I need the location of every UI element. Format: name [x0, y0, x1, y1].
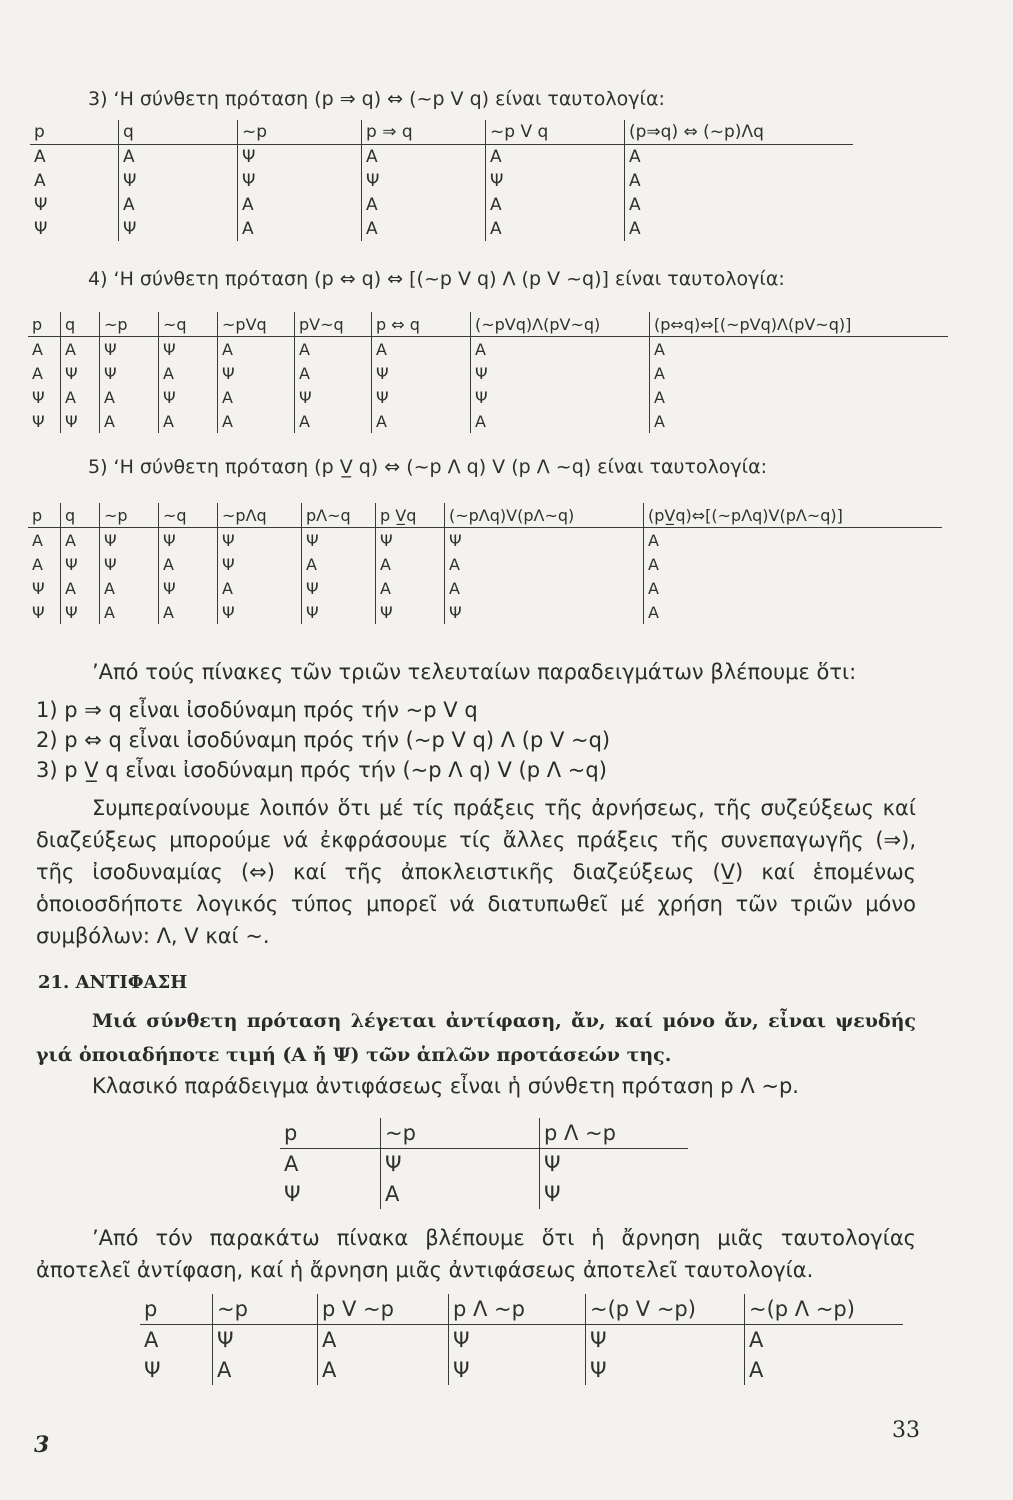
table-row — [30, 145, 853, 170]
contradiction-definition: Μιά σύνθετη πρόταση λέγεται ἀντίφαση, ἄν, καί μόνο ἄν, εἶναι ψευδής γιά ὁποιαδήποτε τιμή (Α ἤ Ψ) τῶν ἁπλῶν προτάσεών της. — [36, 1010, 916, 1066]
column-header: ~p V q — [486, 120, 625, 145]
table-header-row — [28, 503, 942, 528]
truth-value-cell: Α — [218, 337, 295, 362]
truth-value-cell: Α — [445, 552, 644, 576]
column-header: p ⇔ q — [372, 312, 471, 337]
truth-value-cell: Ψ — [284, 1182, 301, 1206]
truth-value-cell: Ψ — [486, 169, 625, 193]
column-header: (p⇔q)⇔[(~pVq)Λ(pV~q)] — [650, 312, 949, 337]
truth-value-cell: Α — [32, 339, 43, 359]
truth-value-cell: Ψ — [218, 528, 302, 553]
column-header: ~q — [159, 312, 218, 337]
truth-value-cell: Α — [61, 528, 100, 553]
truth-value-cell: Α — [32, 363, 43, 383]
truth-value-cell: Α — [159, 361, 218, 385]
footer-signature: 3 — [34, 1432, 50, 1458]
truth-value-cell: Ψ — [540, 1179, 689, 1209]
column-header: q — [61, 503, 100, 528]
truth-value-cell: Α — [218, 409, 295, 433]
column-header: p — [140, 1294, 213, 1325]
truth-value-cell: Α — [295, 409, 372, 433]
truth-value-cell: Α — [644, 576, 943, 600]
truth-value-cell: Α — [625, 193, 854, 217]
truth-value-cell: Ψ — [238, 169, 362, 193]
table-row — [280, 1179, 688, 1209]
truth-value-cell: Α — [318, 1355, 449, 1385]
table-row — [28, 600, 942, 624]
truth-value-cell: Ψ — [302, 528, 376, 553]
truth-value-cell: Α — [218, 576, 302, 600]
column-header: pΛ~q — [302, 503, 376, 528]
column-header: p V̲q — [376, 503, 445, 528]
truth-value-cell: Α — [376, 576, 445, 600]
truth-value-cell: Α — [644, 600, 943, 624]
truth-value-cell: Α — [644, 552, 943, 576]
truth-value-cell: Α — [32, 554, 43, 574]
truth-value-cell: Ψ — [362, 169, 486, 193]
column-header: p — [280, 1118, 381, 1149]
truth-value-cell: Ψ — [100, 361, 159, 385]
column-header: pV~q — [295, 312, 372, 337]
truth-value-cell: Α — [650, 361, 949, 385]
truth-value-cell: Ψ — [100, 552, 159, 576]
truth-value-cell: Α — [650, 409, 949, 433]
table-row — [28, 528, 942, 553]
truth-value-cell: Α — [100, 576, 159, 600]
truth-value-cell: Α — [745, 1355, 904, 1385]
truth-value-cell: Ψ — [159, 385, 218, 409]
table-row — [280, 1149, 688, 1180]
column-header: ~p — [238, 120, 362, 145]
column-header: (~pΛq)V(pΛ~q) — [445, 503, 644, 528]
truth-value-cell: Α — [100, 385, 159, 409]
truth-value-cell: Ψ — [34, 219, 48, 239]
truth-value-cell: Ψ — [445, 528, 644, 553]
truth-value-cell: Α — [318, 1325, 449, 1356]
truth-value-cell: Ψ — [372, 385, 471, 409]
truth-value-cell: Ψ — [218, 361, 295, 385]
column-header: ~p — [100, 312, 159, 337]
table-row — [140, 1355, 903, 1385]
column-header: (~pVq)Λ(pV~q) — [471, 312, 650, 337]
truth-value-cell: Α — [144, 1328, 159, 1352]
table-header-row — [140, 1294, 903, 1325]
column-header: ~pΛq — [218, 503, 302, 528]
table-header-row — [30, 120, 853, 145]
column-header: (pV̲q)⇔[(~pΛq)V(pΛ~q)] — [644, 503, 943, 528]
truth-value-cell: Α — [372, 337, 471, 362]
truth-value-cell: Ψ — [218, 552, 302, 576]
truth-value-cell: Ψ — [159, 576, 218, 600]
column-header: ~p — [213, 1294, 318, 1325]
table-row — [140, 1325, 903, 1356]
page-number: 33 — [892, 1418, 920, 1443]
truth-value-cell: Ψ — [32, 578, 45, 598]
truth-value-cell: Ψ — [100, 337, 159, 362]
column-header: p Λ ~p — [540, 1118, 689, 1149]
truth-value-cell: Ψ — [540, 1149, 689, 1180]
truth-value-cell: Ψ — [213, 1325, 318, 1356]
truth-value-cell: Ψ — [449, 1325, 586, 1356]
truth-value-cell: Ψ — [144, 1358, 161, 1382]
truth-value-cell: Α — [650, 385, 949, 409]
negation-table — [140, 1294, 903, 1385]
truth-value-cell: Α — [372, 409, 471, 433]
truth-value-cell: Α — [362, 217, 486, 241]
section21-title: 21. ΑΝΤΙΦΑΣΗ — [38, 972, 188, 993]
equivalence-3: 3) p V̲ q εἶναι ἰσοδύναμη πρός τήν (~p Λ q) V (p Λ ~q) — [36, 758, 607, 782]
table-header-row — [280, 1118, 688, 1149]
truth-value-cell: Ψ — [100, 528, 159, 553]
truth-value-cell: Α — [445, 576, 644, 600]
truth-value-cell: Α — [486, 193, 625, 217]
truth-value-cell: Ψ — [34, 195, 48, 215]
negation-paragraph: ’Από τόν παρακάτω πίνακα βλέπουμε ὅτι ἡ ἄρνηση μιᾶς ταυτολογίας ἀποτελεῖ ἀντίφαση, καί ἡ ἄρνηση μιᾶς ἀντιφάσεως ἀποτελεῖ ταυτολογία. — [36, 1226, 916, 1282]
truth-value-cell: Α — [218, 385, 295, 409]
truth-value-cell: Ψ — [119, 217, 238, 241]
truth-value-cell: Ψ — [32, 387, 45, 407]
truth-value-cell: Α — [471, 337, 650, 362]
truth-value-cell: Ψ — [381, 1149, 540, 1180]
truth-value-cell: Ψ — [32, 411, 45, 431]
section5-heading: 5) ‘Η σύνθετη πρόταση (p V̲ q) ⇔ (~p Λ q) V (p Λ ~q) είναι ταυτολογία: — [88, 456, 767, 478]
truth-value-cell: Α — [238, 193, 362, 217]
truth-value-cell: Α — [32, 530, 43, 550]
truth-value-cell: Ψ — [586, 1355, 745, 1385]
column-header: q — [61, 312, 100, 337]
truth-value-cell: Ψ — [302, 576, 376, 600]
truth-value-cell: Α — [159, 600, 218, 624]
table-row — [28, 409, 948, 433]
equivalence-1: 1) p ⇒ q εἶναι ἰσοδύναμη πρός τήν ~p V q — [36, 698, 478, 722]
table-row — [28, 337, 948, 362]
truth-value-cell: Α — [34, 147, 46, 167]
truth-value-cell: Ψ — [449, 1355, 586, 1385]
equivalence-2: 2) p ⇔ q εἶναι ἰσοδύναμη πρός τήν (~p V q) Λ (p V ~q) — [36, 728, 611, 752]
table-row — [30, 217, 853, 241]
truth-value-cell: Α — [34, 171, 46, 191]
truth-table-5 — [28, 503, 942, 624]
truth-value-cell: Ψ — [586, 1325, 745, 1356]
truth-value-cell: Α — [745, 1325, 904, 1356]
truth-value-cell: Α — [61, 385, 100, 409]
column-header: q — [119, 120, 238, 145]
truth-value-cell: Α — [376, 552, 445, 576]
truth-value-cell: Ψ — [376, 528, 445, 553]
truth-value-cell: Α — [159, 409, 218, 433]
truth-value-cell: Α — [625, 217, 854, 241]
truth-value-cell: Ψ — [238, 145, 362, 170]
truth-table-3 — [30, 120, 853, 241]
truth-value-cell: Α — [650, 337, 949, 362]
truth-value-cell: Α — [625, 145, 854, 170]
truth-value-cell: Α — [302, 552, 376, 576]
truth-value-cell: Α — [100, 600, 159, 624]
truth-value-cell: Ψ — [32, 602, 45, 622]
column-header: p — [30, 120, 119, 145]
truth-value-cell: Ψ — [159, 528, 218, 553]
truth-value-cell: Α — [159, 552, 218, 576]
table-row — [30, 193, 853, 217]
truth-value-cell: Α — [119, 145, 238, 170]
truth-value-cell: Ψ — [295, 385, 372, 409]
truth-value-cell: Α — [381, 1179, 540, 1209]
truth-value-cell: Ψ — [61, 600, 100, 624]
section4-heading: 4) ‘Η σύνθετη πρόταση (p ⇔ q) ⇔ [(~p V q) Λ (p V ~q)] είναι ταυτολογία: — [88, 268, 785, 290]
column-header: (p⇒q) ⇔ (~p)Λq — [625, 120, 854, 145]
truth-value-cell: Α — [295, 337, 372, 362]
truth-value-cell: Ψ — [376, 600, 445, 624]
truth-value-cell: Α — [284, 1152, 299, 1176]
table-header-row — [28, 312, 948, 337]
column-header: p — [28, 503, 61, 528]
truth-value-cell: Α — [100, 409, 159, 433]
truth-value-cell: Ψ — [61, 409, 100, 433]
column-header: ~q — [159, 503, 218, 528]
truth-value-cell: Ψ — [218, 600, 302, 624]
table-row — [28, 552, 942, 576]
column-header: p V ~p — [318, 1294, 449, 1325]
column-header: ~p — [381, 1118, 540, 1149]
truth-value-cell: Ψ — [471, 385, 650, 409]
truth-value-cell: Α — [362, 193, 486, 217]
truth-value-cell: Α — [61, 337, 100, 362]
intro-text: ’Από τούς πίνακες τῶν τριῶν τελευταίων παραδειγμάτων βλέπουμε ὅτι: — [92, 660, 857, 684]
column-header: p — [28, 312, 61, 337]
table-row — [28, 361, 948, 385]
contradiction-example: Κλασικό παράδειγμα ἀντιφάσεως εἶναι ἡ σύνθετη πρόταση p Λ ~p. — [92, 1074, 799, 1098]
truth-value-cell: Ψ — [61, 361, 100, 385]
truth-value-cell: Α — [471, 409, 650, 433]
truth-value-cell: Ψ — [445, 600, 644, 624]
truth-value-cell: Ψ — [372, 361, 471, 385]
section3-heading: 3) ‘Η σύνθετη πρόταση (p ⇒ q) ⇔ (~p V q) είναι ταυτολογία: — [88, 88, 665, 110]
truth-value-cell: Α — [486, 217, 625, 241]
truth-value-cell: Α — [295, 361, 372, 385]
column-header: ~pVq — [218, 312, 295, 337]
truth-value-cell: Α — [61, 576, 100, 600]
truth-value-cell: Ψ — [471, 361, 650, 385]
column-header: p Λ ~p — [449, 1294, 586, 1325]
truth-value-cell: Α — [119, 193, 238, 217]
truth-value-cell: Α — [644, 528, 943, 553]
column-header: ~(p V ~p) — [586, 1294, 745, 1325]
truth-value-cell: Α — [238, 217, 362, 241]
column-header: ~(p Λ ~p) — [745, 1294, 904, 1325]
truth-value-cell: Ψ — [302, 600, 376, 624]
column-header: ~p — [100, 503, 159, 528]
truth-table-4 — [28, 312, 948, 433]
truth-value-cell: Α — [625, 169, 854, 193]
truth-value-cell: Α — [362, 145, 486, 170]
truth-value-cell: Α — [213, 1355, 318, 1385]
truth-value-cell: Ψ — [159, 337, 218, 362]
contradiction-table — [280, 1118, 688, 1209]
conclusion-paragraph: Συμπεραίνουμε λοιπόν ὅτι μέ τίς πράξεις τῆς ἀρνήσεως, τῆς συζεύξεως καί διαζεύξεως μπορούμε νά ἐκφράσουμε τίς ἄλλες πράξεις τῆς συνεπαγωγῆς (⇒), τῆς ἰσοδυναμίας (⇔) καί τῆς ἀποκλειστικῆς διαζεύξεως (V̲) καί ἑπομένως ὁποιοσδήποτε λογικός τύπος μπορεῖ νά διατυπωθεῖ μέ χρήση τῶν τριῶν μόνο συμβόλων: Λ, V καί ~. — [36, 796, 916, 948]
truth-value-cell: Ψ — [119, 169, 238, 193]
table-row — [30, 169, 853, 193]
table-row — [28, 385, 948, 409]
truth-value-cell: Α — [486, 145, 625, 170]
truth-value-cell: Ψ — [61, 552, 100, 576]
table-row — [28, 576, 942, 600]
column-header: p ⇒ q — [362, 120, 486, 145]
